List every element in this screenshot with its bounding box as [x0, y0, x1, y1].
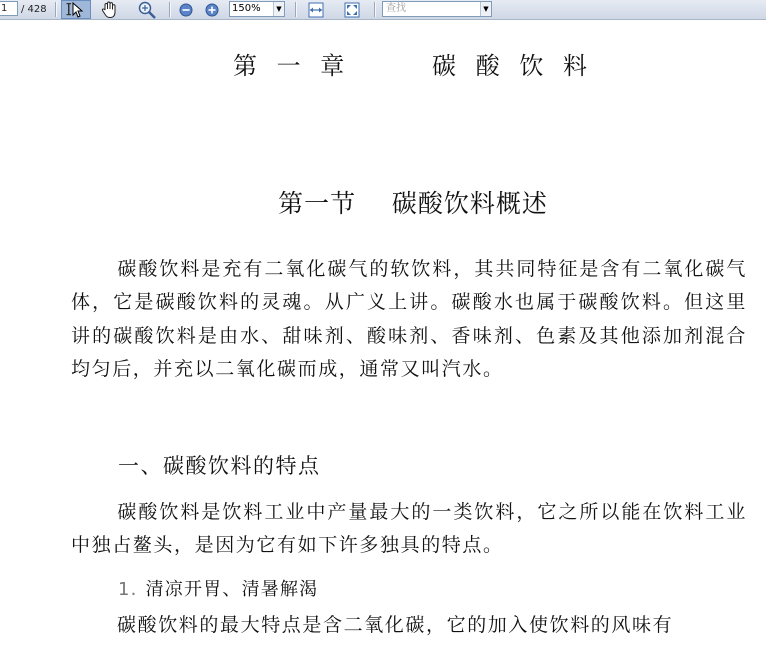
fit-width-icon — [307, 2, 325, 18]
select-tool-icon — [66, 1, 86, 18]
zoom-in-icon — [205, 3, 219, 17]
zoom-level-value: 150% — [232, 3, 261, 14]
zoom-out-icon — [179, 3, 193, 17]
paragraph-text: 碳酸饮料是饮料工业中产量最大的一类饮料，它之所以能在饮料工业中独占鳌头，是因为它有如下许多独具的特点。 — [71, 501, 747, 557]
subsection-heading: 一、碳酸饮料的特点 — [118, 454, 321, 478]
document-page — [0, 20, 766, 646]
zoom-level-select[interactable] — [229, 1, 285, 17]
paragraph — [71, 253, 747, 387]
chapter-title: 第 一 章 碳 酸 饮 料 — [233, 52, 593, 80]
numbered-heading — [118, 575, 318, 601]
hand-tool-icon — [100, 1, 120, 19]
page-number-input[interactable]: 1 — [0, 1, 18, 16]
zoom-tool-icon — [137, 1, 159, 19]
zoom-tool-button[interactable] — [135, 0, 161, 19]
paragraph — [71, 496, 747, 563]
toolbar — [0, 0, 766, 20]
fit-page-button[interactable] — [341, 0, 363, 19]
chevron-down-icon[interactable]: ▼ — [480, 2, 491, 16]
page-total-label: / 428 — [21, 4, 47, 15]
hand-tool-button[interactable] — [97, 0, 123, 19]
zoom-out-button[interactable] — [177, 0, 195, 19]
find-input[interactable] — [382, 1, 492, 17]
paragraph — [71, 609, 747, 642]
find-placeholder: 查找 — [386, 3, 406, 14]
toolbar-divider — [295, 2, 297, 17]
fit-page-icon — [343, 2, 361, 18]
section-title: 第一节 碳酸饮料概述 — [278, 189, 548, 218]
paragraph-text: 碳酸饮料的最大特点是含二氧化碳，它的加入使饮料的风味有 — [117, 614, 674, 636]
toolbar-divider — [55, 2, 57, 17]
paragraph-text: 碳酸饮料是充有二氧化碳气的软饮料，其共同特征是含有二氧化碳气体，它是碳酸饮料的灵魂。从广义上讲。碳酸水也属于碳酸饮料。但这里讲的碳酸饮料是由水、甜味剂、酸味剂、香味剂、色素及其他添加剂混合均匀后，并充以二氧化碳而成，通常又叫汽水。 — [71, 258, 747, 381]
fit-width-button[interactable] — [305, 0, 327, 19]
heading-text: 清凉开胃、清暑解渴 — [145, 579, 319, 600]
heading-number: 1. — [118, 579, 138, 600]
toolbar-divider — [374, 2, 376, 17]
chevron-down-icon[interactable]: ▼ — [273, 2, 284, 16]
zoom-in-button[interactable] — [203, 0, 221, 19]
toolbar-divider — [169, 2, 171, 17]
select-tool-button[interactable] — [61, 0, 91, 19]
